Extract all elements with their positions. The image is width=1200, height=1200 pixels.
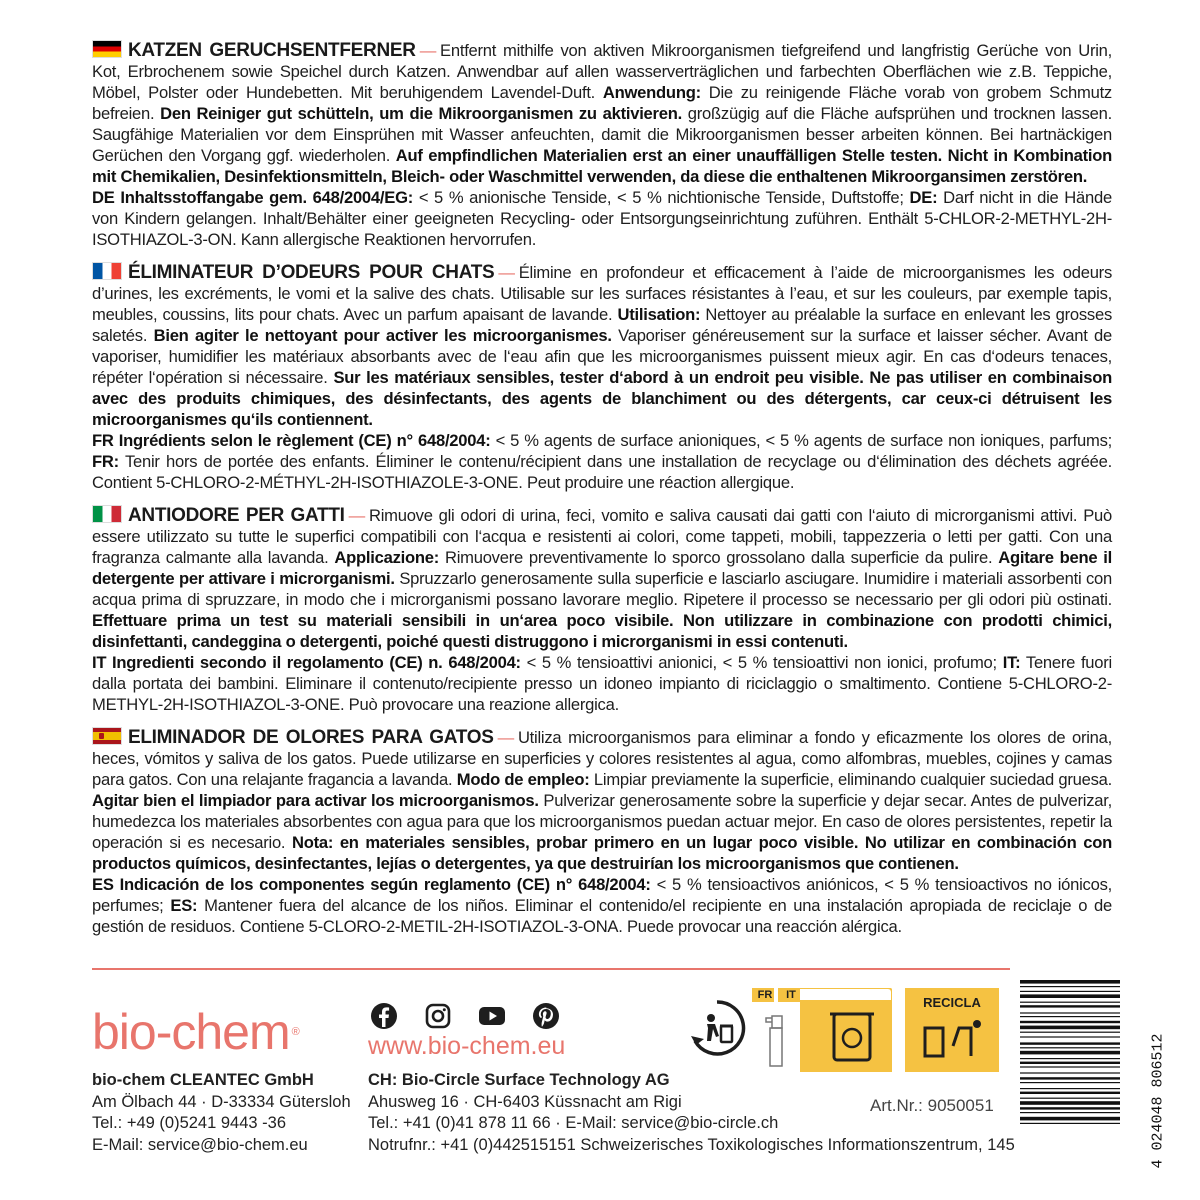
- recicla-label: RECICLA: [923, 995, 981, 1010]
- barcode-bar: [1020, 1062, 1120, 1064]
- recycle-tag-fr: FR: [757, 989, 773, 1001]
- barcode-bar: [1020, 1112, 1120, 1113]
- section-fr: ÉLIMINATEUR D’ODEURS POUR CHATS — Élimine en profondeur et efficacement à l’aide de microorganismes les odeurs d’urines, les excréments, le vomi et la salive des chats. Utilisable sur les surfaces résistantes à l’eau, et sur les couleurs, par exemple tapis, meubles, coussins, lits pour chats. Avec un parfum apaisant de lavande. Utilisation: Nettoyer au préalable la surface en enlevant les grosses saletés. Bien agiter le nettoyant pour activer les microorganismes. Vaporiser généreusement sur la surface et laisser sécher. Avant de vaporiser, humidifier les matériaux absorbants avec de l‘eau afin que les microorganismes puissent mieux agir. En cas d‘odeurs tenaces, répéter l‘opération si nécessaire. Sur les matériaux sensibles, tester d‘abord à un endroit peu visible. Ne pas utiliser en combinaison avec des produits chimiques, des désinfectants, des agents de blanchiment ou des détergents, car ceux-ci détruisent les microorganismes qu‘ils contiennent. FR Ingrédients selon le règlement (CE) n° 648/2004: < 5 % agents de surface anioniques, < 5 % agents de surface non ioniques, parfums; FR: Tenir hors de portée des enfants. Éliminer le contenu/récipient dans une installation de recyclage ou d‘élimination des déchets agréée. Contient 5-CHLORO-2-MÉTHYL-2H-ISOTHIAZOLE-3-ONE. Peut produire une réaction allergique.: [92, 262, 1113, 492]
- spanish-flag-icon: [92, 727, 122, 745]
- barcode-bar: [1020, 1066, 1120, 1067]
- section-title: KATZEN GERUCHSENTFERNER: [128, 40, 416, 61]
- facebook-icon[interactable]: [368, 1000, 400, 1032]
- pinterest-icon[interactable]: [530, 1000, 562, 1032]
- barcode-bar: [1020, 1032, 1120, 1033]
- section-it: ANTIODORE PER GATTI — Rimuove gli odori di urina, feci, vomito e saliva causati dai gatti con l‘aiuto di microrganismi attivi. Può essere utilizzato su tutte le superfici compatibili con l‘acqua e resistenti ai colori, come tappeti, mobili, tappezzeria o letti per gatti. Con una fragranza calmante alla lavanda. Applicazione: Rimuovere preventivamente lo sporco grossolano dalla superficie da pulire. Agitare bene il detergente per attivare i microrganismi. Spruzzarlo generosamente sulla superficie e lasciarlo asciugare. Inumidire i materiali assorbenti con acqua prima di spruzzare, in modo che i microrganismi possano lavorare meglio. Ripetere il processo se necessario per gli odori più ostinati. Effettuare prima un test su materiali sensibili in un‘area poco visibile. Non utilizzare in combinazione con prodotti chimici, disinfettanti, candeggina o detergenti, poiché questi distruggono i microrganismi in essi contenuti. IT Ingredienti secondo il regolamento (CE) n. 648/2004: < 5 % tensioattivi anionici, < 5 % tensioattivi non ionici, profumo; IT: Tenere fuori dalla portata dei bambini. Eliminare il contenuto/recipiente presso un idoneo impianto di riciclaggio o smaltimento. Contiene 5-CHLORO-2-METHYL-2H-ISOTHIAZOL-3-ONE. Può provocare una reazione allergica.: [92, 505, 1113, 714]
- company-address: bio-chem CLEANTEC GmbH Am Ölbach 44 · D-33334 Gütersloh Tel.: +49 (0)5241 9443 -36 E-Mail: service@bio-chem.eu: [92, 1070, 351, 1156]
- barcode-bar: [1020, 1077, 1120, 1079]
- french-flag-icon: [92, 262, 122, 280]
- article-number: Art.Nr.: 9050051: [870, 1096, 994, 1115]
- company-email-link[interactable]: E-Mail: service@bio-chem.eu: [92, 1135, 308, 1154]
- barcode-bar: [1020, 1082, 1120, 1083]
- section-title: ELIMINADOR DE OLORES PARA GATOS: [128, 727, 494, 748]
- barcode: [1000, 978, 1160, 1162]
- barcode-bar: [1020, 1047, 1120, 1048]
- barcode-bar: [1020, 1042, 1120, 1044]
- german-flag-icon: [92, 40, 122, 58]
- instagram-icon[interactable]: [422, 1000, 454, 1032]
- barcode-bar: [1020, 1002, 1120, 1003]
- website-link[interactable]: www.bio-chem.eu: [368, 1032, 566, 1060]
- section-title: ÉLIMINATEUR D’ODEURS POUR CHATS: [128, 262, 495, 283]
- barcode-bar: [1020, 1012, 1120, 1013]
- recycle-tag-it: IT: [786, 989, 796, 1001]
- barcode-bar: [1020, 986, 1120, 987]
- ch-address: CH: Bio-Circle Surface Technology AG Ahusweg 16 · CH-6403 Küssnacht am Rigi Tel.: +41 (0)41 878 11 66 · E-Mail: service@bio-circle.ch Notrufnr.: +41 (0)442515151 Schweizerisches Toxikologisches Informationszentrum, 145: [368, 1071, 1015, 1154]
- barcode-bar: [1020, 1088, 1120, 1089]
- italian-flag-icon: [92, 505, 122, 523]
- barcode-bar: [1020, 1016, 1120, 1017]
- youtube-icon[interactable]: [476, 1000, 508, 1032]
- footer-divider: [92, 968, 1010, 970]
- barcode-bar: [1020, 991, 1120, 992]
- section-es: ELIMINADOR DE OLORES PARA GATOS — Utiliza microorganismos para eliminar a fondo y eficazmente los olores de orina, heces, vómitos y saliva de los gatos. Puede utilizarse en superficies y colores resistentes al agua, como alfombras, muebles, cojines y camas para gatos. Con una relajante fragancia a lavanda. Modo de empleo: Limpiar previamente la superficie, eliminando cualquier suciedad gruesa. Agitar bien el limpiador para activar los microorganismos. Pulverizar generosamente sobre la superficie y dejar secar. Antes de pulverizar, humedezca los materiales absorbentes con agua para que los microorganismos puedan actuar mejor. En caso de olores persistentes, repetir la operación si es necesario. Nota: en materiales sensibles, probar primero en un lugar poco visible. No utilizar en combinación con productos químicos, desinfectantes, lejías o detergentes, ya que destruirían los microorganismos que contienen. ES Indicación de los componentes según reglamento (CE) n° 648/2004: < 5 % tensioactivos aniónicos, < 5 % tensioactivos no iónicos, perfumes; ES: Mantener fuera del alcance de los niños. Eliminar el contenido/el recipiente en una instalación apropiada de reciclaje o de gestión de residuos. Contiene 5-CLORO-2-METIL-2H-ISOTIAZOL-3-ONA. Puede provocar una reacción alérgica.: [92, 727, 1112, 936]
- barcode-bar: [1020, 994, 1120, 998]
- barcode-bar: [1020, 1021, 1120, 1023]
- barcode-bar: [1020, 1101, 1120, 1105]
- recycle-person-icon: [685, 996, 749, 1060]
- barcode-bar: [1020, 1005, 1120, 1007]
- barcode-bar: [1020, 1051, 1120, 1055]
- barcode-bar: [1020, 1123, 1120, 1124]
- bio-chem-logo: bio-chem ®: [92, 1004, 299, 1060]
- barcode-bar: [1020, 1098, 1120, 1099]
- section-title: ANTIODORE PER GATTI: [128, 505, 345, 526]
- barcode-bar: [1020, 1092, 1120, 1094]
- barcode-bar: [1020, 1117, 1120, 1121]
- section-de: KATZEN GERUCHSENTFERNER — Entfernt mithilfe von aktiven Mikroorganismen tiefgreifend und langfristig Gerüche von Urin, Kot, Erbrochenem sowie Speichel durch Katzen. Anwendbar auf allen wasserverträglichen und farbechten Oberflächen wie z.B. Teppiche, Möbel, Polster oder Hundebetten. Mit beruhigendem Lavendel-Duft. Anwendung: Die zu reinigende Fläche vorab von grobem Schmutz befreien. Den Reiniger gut schütteln, um die Mikroorganismen zu aktivieren. großzügig auf die Fläche aufsprühen und trocknen lassen. Saugfähige Materialien vor dem Einsprühen mit Wasser anfeuchten, damit die Mikroorganismen besser arbeiten können. Bei hartnäckigen Gerüchen den Vorgang ggf. wiederholen. Auf empfindlichen Materialien erst an einer unauffälligen Stelle testen. Nicht in Kombination mit Chemikalien, Desinfektionsmitteln, Bleich- oder Waschmittel verwenden, da diese die enthaltenen Mikroorgansimen zerstören. DE Inhaltsstoffangabe gem. 648/2004/EG: < 5 % anionische Tenside, < 5 % nichtionische Tenside, Duftstoffe; DE: Darf nicht in die Hände von Kindern gelangen. Inhalt/Behälter einer geeigneten Recycling- oder Entsorgungseinrichtung zuführen. Enthält 5-CHLOR-2-METHYL-2H-ISOTHIAZOL-3-ON. Kann allergische Reaktionen hervorrufen.: [92, 40, 1112, 249]
- barcode-bar: [1020, 980, 1120, 984]
- barcode-bar: [1020, 1026, 1120, 1030]
- product-info-sections: [92, 40, 1112, 949]
- barcode-digits: 4 024048 806512: [1149, 1033, 1167, 1169]
- barcode-bar: [1020, 1072, 1120, 1073]
- barcode-bar: [1020, 1058, 1120, 1059]
- social-icons: [368, 1000, 562, 1032]
- barcode-bar: [1020, 1107, 1120, 1109]
- barcode-bar: [1020, 1036, 1120, 1037]
